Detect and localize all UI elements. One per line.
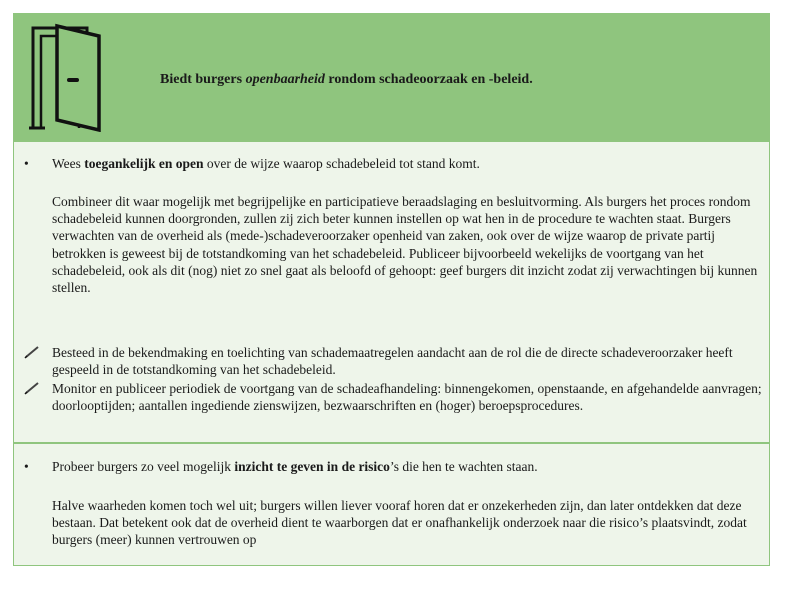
section1-bullet: Wees toegankelijk en open over de wijze waarop schadebeleid tot stand komt. xyxy=(52,156,480,171)
pencil-icon xyxy=(23,344,43,360)
pencil-icon xyxy=(23,380,43,396)
tip-item: Besteed in de bekendmaking en toelichting van schademaatregelen aandacht aan de rol die de directe schadeveroorzaker heeft gespeeld in de totstandkoming van het schadebeleid. xyxy=(52,345,733,378)
section2-paragraph: Halve waarheden komen toch wel uit; burgers willen liever vooraf horen dat er onzekerheden zijn, dan later ontdekken dat deze bestaan. Dat betekent ook dat de overheid dient te waarborgen dat er onafhankelijk onderzoek naar die risico’s plaatsvindt, zodat burgers (meer) kunnen vertrouwen op xyxy=(52,498,747,548)
header-divider xyxy=(14,140,769,142)
bullet-dot: • xyxy=(24,459,29,474)
card-title: Biedt burgers openbaarheid rondom schadeoorzaak en -beleid. xyxy=(160,72,533,87)
section1-paragraph: Combineer dit waar mogelijk met begrijpelijke en participatieve beraadslaging en besluitvorming. Als burgers het proces rondom schadebeleid kunnen doorgronden, zullen zij zich beter kunnen instellen op wat hen in de procedure te wachten staat. Burgers verwachten van de overheid als (mede-)schadeveroorzaker openheid van zaken, ook over de wijze waarop de private partij betrokken is geweest bij de totstandkoming van het schadebeleid. Publiceer bijvoorbeeld wekelijks de voortgang van het schadebeleid, ook als dit (nog) niet zo snel gaat als beloofd of gehoopt: geef burgers dit inzicht zodat zij verwachtingen bij kunnen stellen. xyxy=(52,194,758,296)
section-divider xyxy=(14,442,769,444)
card-header xyxy=(14,14,769,140)
section2-bullet: Probeer burgers zo veel mogelijk inzicht te geven in de risico’s die hen te wachten staan. xyxy=(52,459,538,474)
tip-item: Monitor en publiceer periodiek de voortgang van de schadeafhandeling: binnengekomen, openstaande, en afgehandelde aanvragen; doorlooptijden; aantallen ingediende zienswijzen, bezwaarschriften en (hoger) beroepsprocedures. xyxy=(52,381,762,414)
open-door-icon xyxy=(29,22,107,132)
guideline-card xyxy=(13,13,770,566)
bullet-dot: • xyxy=(24,156,29,171)
